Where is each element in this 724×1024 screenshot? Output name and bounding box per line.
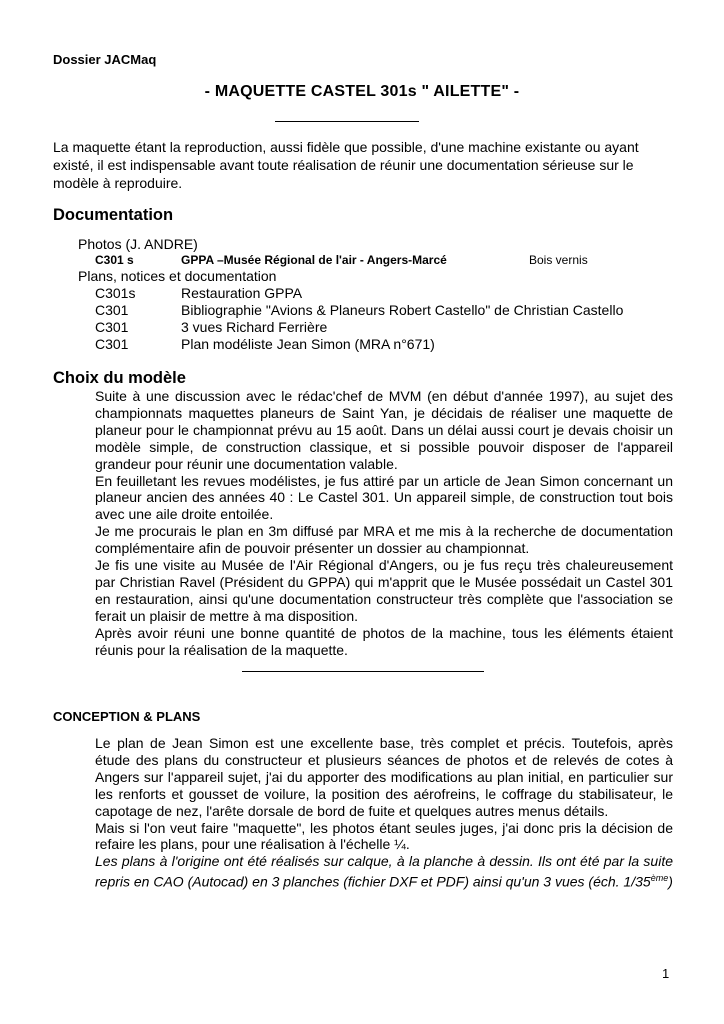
doc-item [95,336,435,353]
doc-item-text: Plan modéliste Jean Simon (MRA n°671) [181,336,435,352]
choix-paragraph: En feuilletant les revues modélistes, je fus attiré par un article de Jean Simon concernant un planeur ancien des années 40 : Le Castel 301. Un appareil simple, de construction tout bois avec une aile droite entoilée. [95,472,673,523]
doc-item-code: C301s [95,285,136,301]
choix-paragraph: Je me procurais le plan en 3m diffusé par MRA et me mis à la recherche de documentation complémentaire afin de pouvoir présenter un dossier au championnat. [95,523,673,557]
conception-paragraph: Le plan de Jean Simon est une excellente base, très complet et précis. Toutefois, après étude des plans du constructeur et plusieurs séances de photos et de relevés de cotes à Angers sur l'appareil sujet, j'ai du apporter des modifications au plan initial, en particulier sur les renforts et gousset de voilure, la position des aérofreins, le coffrage du stabilisateur, le capotage de nez, l'arête dorsale de bord de fuite et quelques autres menus détails. [95,735,673,819]
photo-source-note: Bois vernis [529,253,588,267]
conception-paragraph-italic [95,853,673,890]
choix-paragraph: Suite à une discussion avec le rédac'chef de MVM (en début d'année 1997), au sujet des championnats maquettes planeurs de Saint Yan, je décidais de réaliser une maquette de planeur pour le championnat prévu au 15 août. Dans un délai aussi court je devais choisir un modèle simple, de construction classique, et si possible pouvoir disposer de l'appareil grandeur pour réunir une documentation valable. [95,388,673,472]
page-title: - MAQUETTE CASTEL 301s " AILETTE" - [204,83,520,100]
dossier-label: Dossier JACMaq [53,52,157,67]
doc-item [95,285,302,302]
photo-source-name: GPPA –Musée Régional de l'air - Angers-Marcé [181,253,447,267]
plans-line: Plans, notices et documentation [78,268,277,284]
doc-item-code: C301 [95,336,129,352]
conception-italic-end: ) [668,873,673,890]
photo-source-code: C301 s [95,253,134,267]
choix-body [95,388,673,659]
choix-heading: Choix du modèle [53,369,186,387]
doc-item-code: C301 [95,319,129,335]
photo-source-row [95,253,447,267]
doc-item-text: 3 vues Richard Ferrière [181,319,328,335]
doc-item [95,319,327,336]
doc-item-text: Bibliographie "Avions & Planeurs Robert Castello" de Christian Castello [181,302,624,318]
choix-paragraph: Je fis une visite au Musée de l'Air Régional d'Angers, ou je fus reçu très chaleureusement par Christian Ravel (Président du GPPA) qui m'apprit que le Musée possédait un Castel 301 en restauration, ainsi qu'une documentation constructeur très complète que l'association se ferait un plaisir de mettre à ma disposition. [95,557,673,624]
conception-body [95,735,673,891]
documentation-heading: Documentation [53,206,174,224]
conception-heading: CONCEPTION & PLANS [53,709,201,724]
section-separator [242,671,484,672]
doc-item [95,302,623,319]
choix-paragraph: Après avoir réuni une bonne quantité de photos de la machine, tous les éléments étaient réunis pour la réalisation de la maquette. [95,624,673,658]
photos-line: Photos (J. ANDRE) [78,236,198,252]
title-underline [275,121,419,122]
intro-paragraph: La maquette étant la reproduction, aussi fidèle que possible, d'une machine existante ou ayant existé, il est indispensable avant toute réalisation de réunir une documentation sérieuse sur le modèle à reproduire. [53,139,639,191]
conception-paragraph: Mais si l'on veut faire "maquette", les photos étant seules juges, j'ai donc pris la décision de refaire les plans, pour une réalisation à l'échelle ¼. [95,819,673,853]
doc-item-code: C301 [95,302,129,318]
page-number: 1 [662,966,670,981]
conception-italic-text: Les plans à l'origine ont été réalisés sur calque, à la planche à dessin. Ils ont été par la suite repris en CAO (Autocad) en 3 planches (fichier DXF et PDF) ainsi qu'un 3 vues (éch. 1/35 [95,853,673,890]
superscript: ème [650,873,669,884]
doc-item-text: Restauration GPPA [181,285,303,301]
